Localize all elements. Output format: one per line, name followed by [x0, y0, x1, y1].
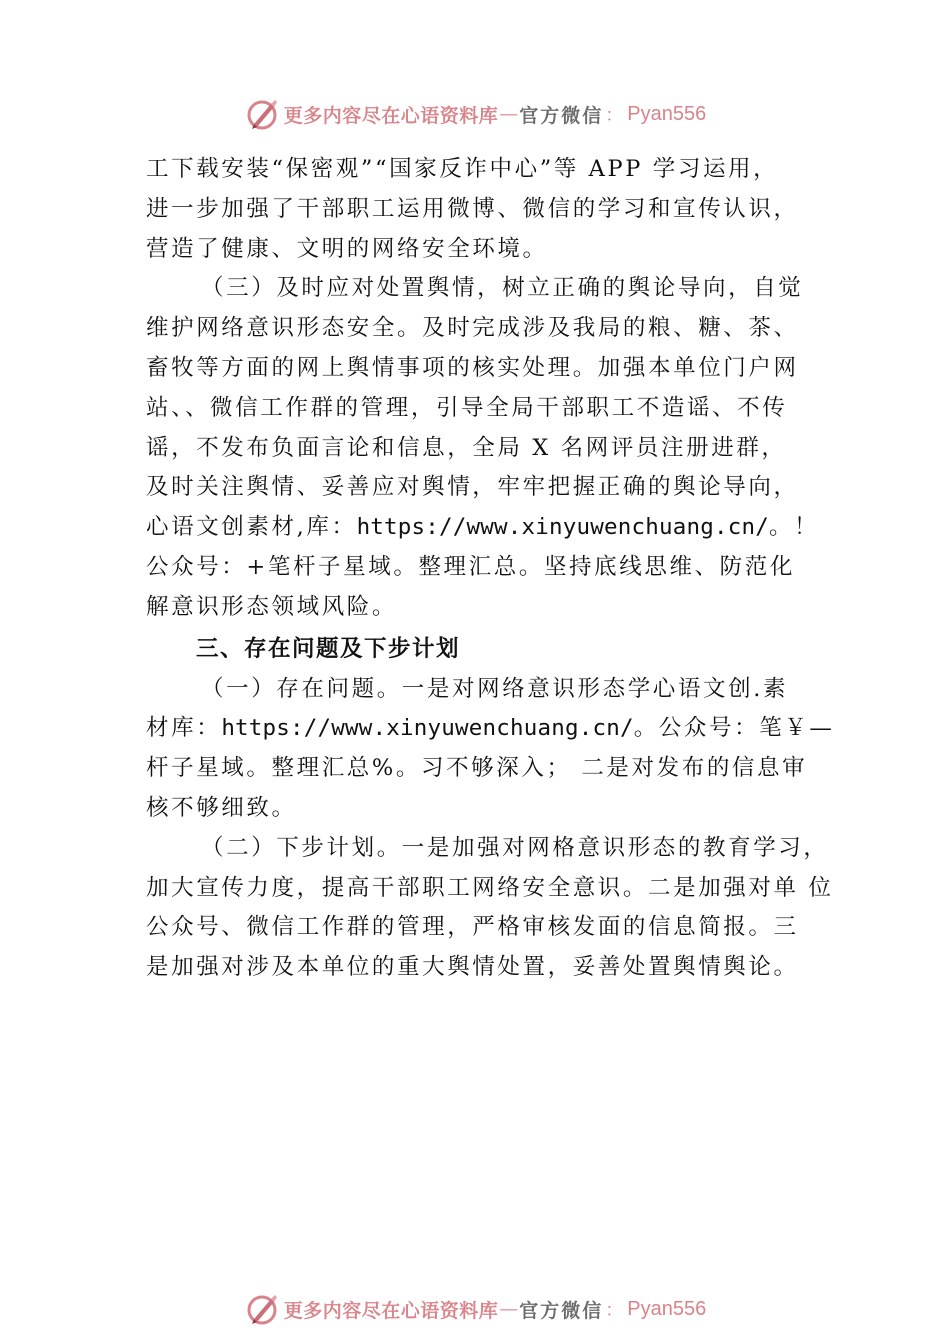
text-line: 站、、微信工作群的管理，引导全局干部职工不造谣、不传: [146, 394, 788, 421]
text-line: 加大宣传力度，提高干部职工网络安全意识。二是加强对单 位: [146, 874, 834, 901]
text-line: 谣，不发布负面言论和信息，全局 X 名网评员注册进群，: [146, 434, 787, 461]
text-line: 畜牧等方面的网上舆情事项的核实处理。加强本单位门户网: [146, 354, 799, 381]
paragraph-existing-problems: [146, 670, 846, 829]
text-fragment: 。！: [768, 514, 820, 541]
header-watermark-banner: [0, 94, 950, 134]
watermark-brand-text: 更多内容尽在心语资料库: [283, 104, 499, 127]
watermark-colon: ：: [605, 105, 624, 126]
footer-watermark-banner: [0, 1289, 950, 1329]
url-text: https://www.xinyuwenchuang.cn/: [221, 715, 634, 742]
paragraph-network-environment: [146, 150, 846, 269]
text-line: 及时关注舆情、妥善应对舆情，牢牢把握正确的舆论导向，: [146, 474, 799, 501]
text-line: 杆子星域。整理汇总%。习不够深入； 二是对发布的信息审: [146, 755, 808, 782]
text-line: （一）存在问题。一是对网络意识形态学心语文创.素: [201, 675, 789, 702]
text-line: 进一步加强了干部职工运用微博、微信的学习和宣传认识，: [146, 195, 799, 222]
text-line: （二）下步计划。一是加强对网格意识形态的教育学习，: [201, 834, 829, 861]
text-line: [146, 709, 846, 749]
section-heading: 三、存在问题及下步计划: [196, 635, 461, 662]
text-line: 核不够细致。: [146, 794, 297, 821]
text-line: [146, 508, 846, 548]
pen-logo-icon: [244, 1291, 280, 1327]
paragraph-next-plan: [146, 829, 846, 988]
text-fragment: 。公众号：笔￥—: [633, 715, 835, 742]
text-fragment: 材库：: [146, 715, 222, 742]
text-line: 工下载安装“保密观”“国家反诈中心”等 APP 学习运用，: [146, 156, 779, 182]
document-body: [146, 150, 846, 988]
watermark-wechat-id: Pyan556: [627, 1297, 707, 1320]
text-line: 公众号：+笔杆子星域。整理汇总。坚持底线思维、防范化: [146, 553, 795, 580]
watermark-brand-text: 更多内容尽在心语资料库: [283, 1299, 499, 1322]
paragraph-public-opinion: [146, 269, 846, 627]
text-line: 解意识形态领域风险。: [146, 593, 398, 620]
watermark-official-label: 官方微信: [519, 104, 604, 127]
url-text: https://www.xinyuwenchuang.cn/: [356, 514, 769, 541]
pen-logo-icon: [244, 96, 280, 132]
text-line: 公众号、微信工作群的管理，严格审核发面的信息简报。三: [146, 914, 799, 941]
text-line: 是加强对涉及本单位的重大舆情处置，妥善处置舆情舆论。: [146, 954, 799, 981]
watermark-colon: ：: [605, 1300, 624, 1321]
text-line: 维护网络意识形态安全。及时完成涉及我局的粮、糖、茶、: [146, 315, 799, 342]
text-line: 营造了健康、文明的网络安全环境。: [146, 235, 548, 262]
watermark-dash: —: [499, 1298, 519, 1320]
text-line: （三）及时应对处置舆情，树立正确的舆论导向，自觉: [201, 275, 804, 302]
watermark-dash: —: [499, 103, 519, 125]
text-fragment: 心语文创素材,库：: [146, 514, 357, 541]
watermark-wechat-id: Pyan556: [627, 102, 707, 125]
watermark-official-label: 官方微信: [519, 1299, 604, 1322]
